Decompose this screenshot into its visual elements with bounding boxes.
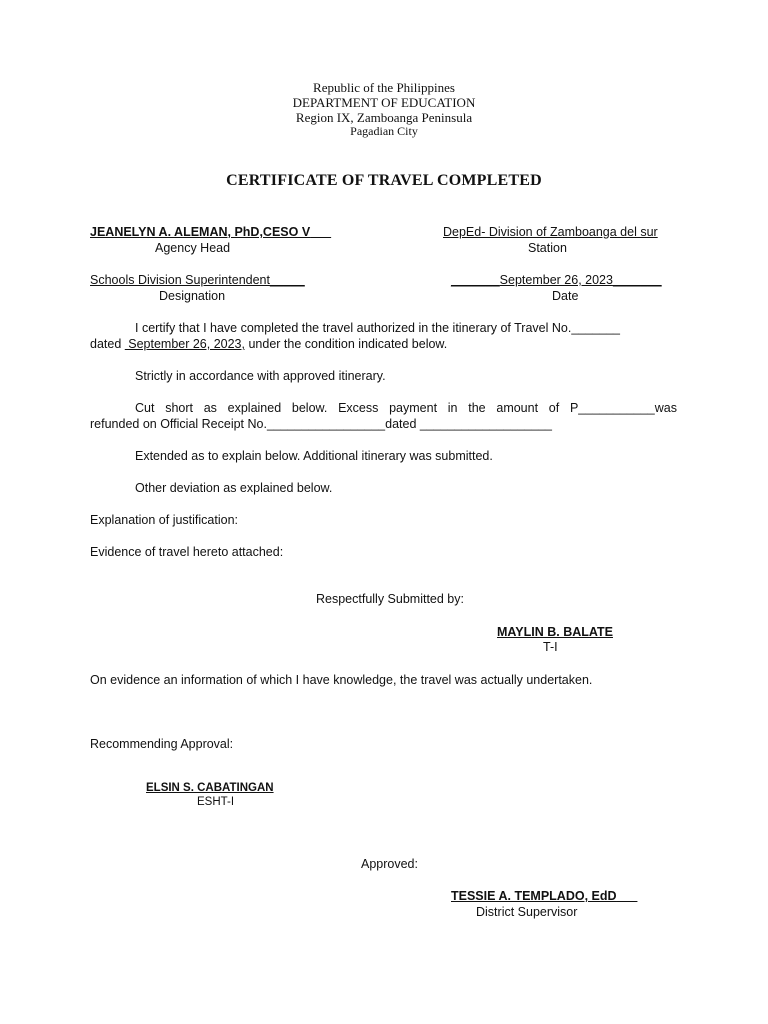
certify-line1: I certify that I have completed the travel authorized in the itinerary of Travel No._______ <box>135 321 620 335</box>
designation-field <box>90 273 305 287</box>
header-republic: Republic of the Philippines <box>313 80 455 95</box>
date-field <box>451 273 662 287</box>
submitter-position: T-I <box>543 640 558 654</box>
submitted-by-label: Respectfully Submitted by: <box>316 592 464 606</box>
option-cut-short-line1: Cut short as explained below. Excess payment in the amount of P___________was <box>135 401 677 415</box>
certify-dated-value: September 26, 2023, <box>124 337 245 351</box>
document-title: CERTIFICATE OF TRAVEL COMPLETED <box>226 172 542 189</box>
designation-label: Designation <box>159 289 226 303</box>
designation-underline: _____ <box>269 273 305 287</box>
recommender-position: ESHT-I <box>197 796 235 808</box>
agency-head-underline: ___ <box>310 225 332 239</box>
certify-rest: under the condition indicated below. <box>248 337 448 351</box>
option-extended: Extended as to explain below. Additional itinerary was submitted. <box>135 449 493 463</box>
certify-dated-label: dated <box>90 337 122 351</box>
agency-head-field <box>90 225 331 239</box>
approver-field <box>451 889 637 903</box>
option-cut-short-line2: refunded on Official Receipt No._________________dated ___________________ <box>90 417 552 431</box>
approved-label: Approved: <box>361 857 418 871</box>
agency-head-label: Agency Head <box>155 241 231 255</box>
submitter-name: MAYLIN B. BALATE <box>497 625 613 639</box>
header-region: Region IX, Zamboanga Peninsula <box>295 110 473 125</box>
designation-value: Schools Division Superintendent <box>90 273 270 287</box>
option-other-deviation: Other deviation as explained below. <box>135 481 333 495</box>
date-trail-underline: _______ <box>612 273 662 287</box>
option-strictly: Strictly in accordance with approved itinerary. <box>135 369 386 383</box>
approver-position: District Supervisor <box>476 905 578 919</box>
header-city: Pagadian City <box>350 124 418 138</box>
explanation-label: Explanation of justification: <box>90 513 239 527</box>
approver-name: TESSIE A. TEMPLADO, EdD <box>451 889 617 903</box>
approver-underline: ___ <box>616 889 638 903</box>
evidence-label: Evidence of travel hereto attached: <box>90 545 284 559</box>
station-value: DepEd- Division of Zamboanga del sur <box>443 225 658 239</box>
date-lead-underline: _______ <box>451 273 500 287</box>
date-label: Date <box>552 289 579 303</box>
recommender-name: ELSIN S. CABATINGAN <box>146 782 274 794</box>
recommending-label: Recommending Approval: <box>90 737 234 751</box>
certify-line2 <box>90 337 447 351</box>
header-department: DEPARTMENT OF EDUCATION <box>292 95 476 110</box>
agency-head-name: JEANELYN A. ALEMAN, PhD,CESO V <box>90 225 311 239</box>
date-value: September 26, 2023 <box>499 273 613 287</box>
evidence-statement: On evidence an information of which I have knowledge, the travel was actually undertaken. <box>90 673 593 687</box>
station-label: Station <box>528 241 567 255</box>
